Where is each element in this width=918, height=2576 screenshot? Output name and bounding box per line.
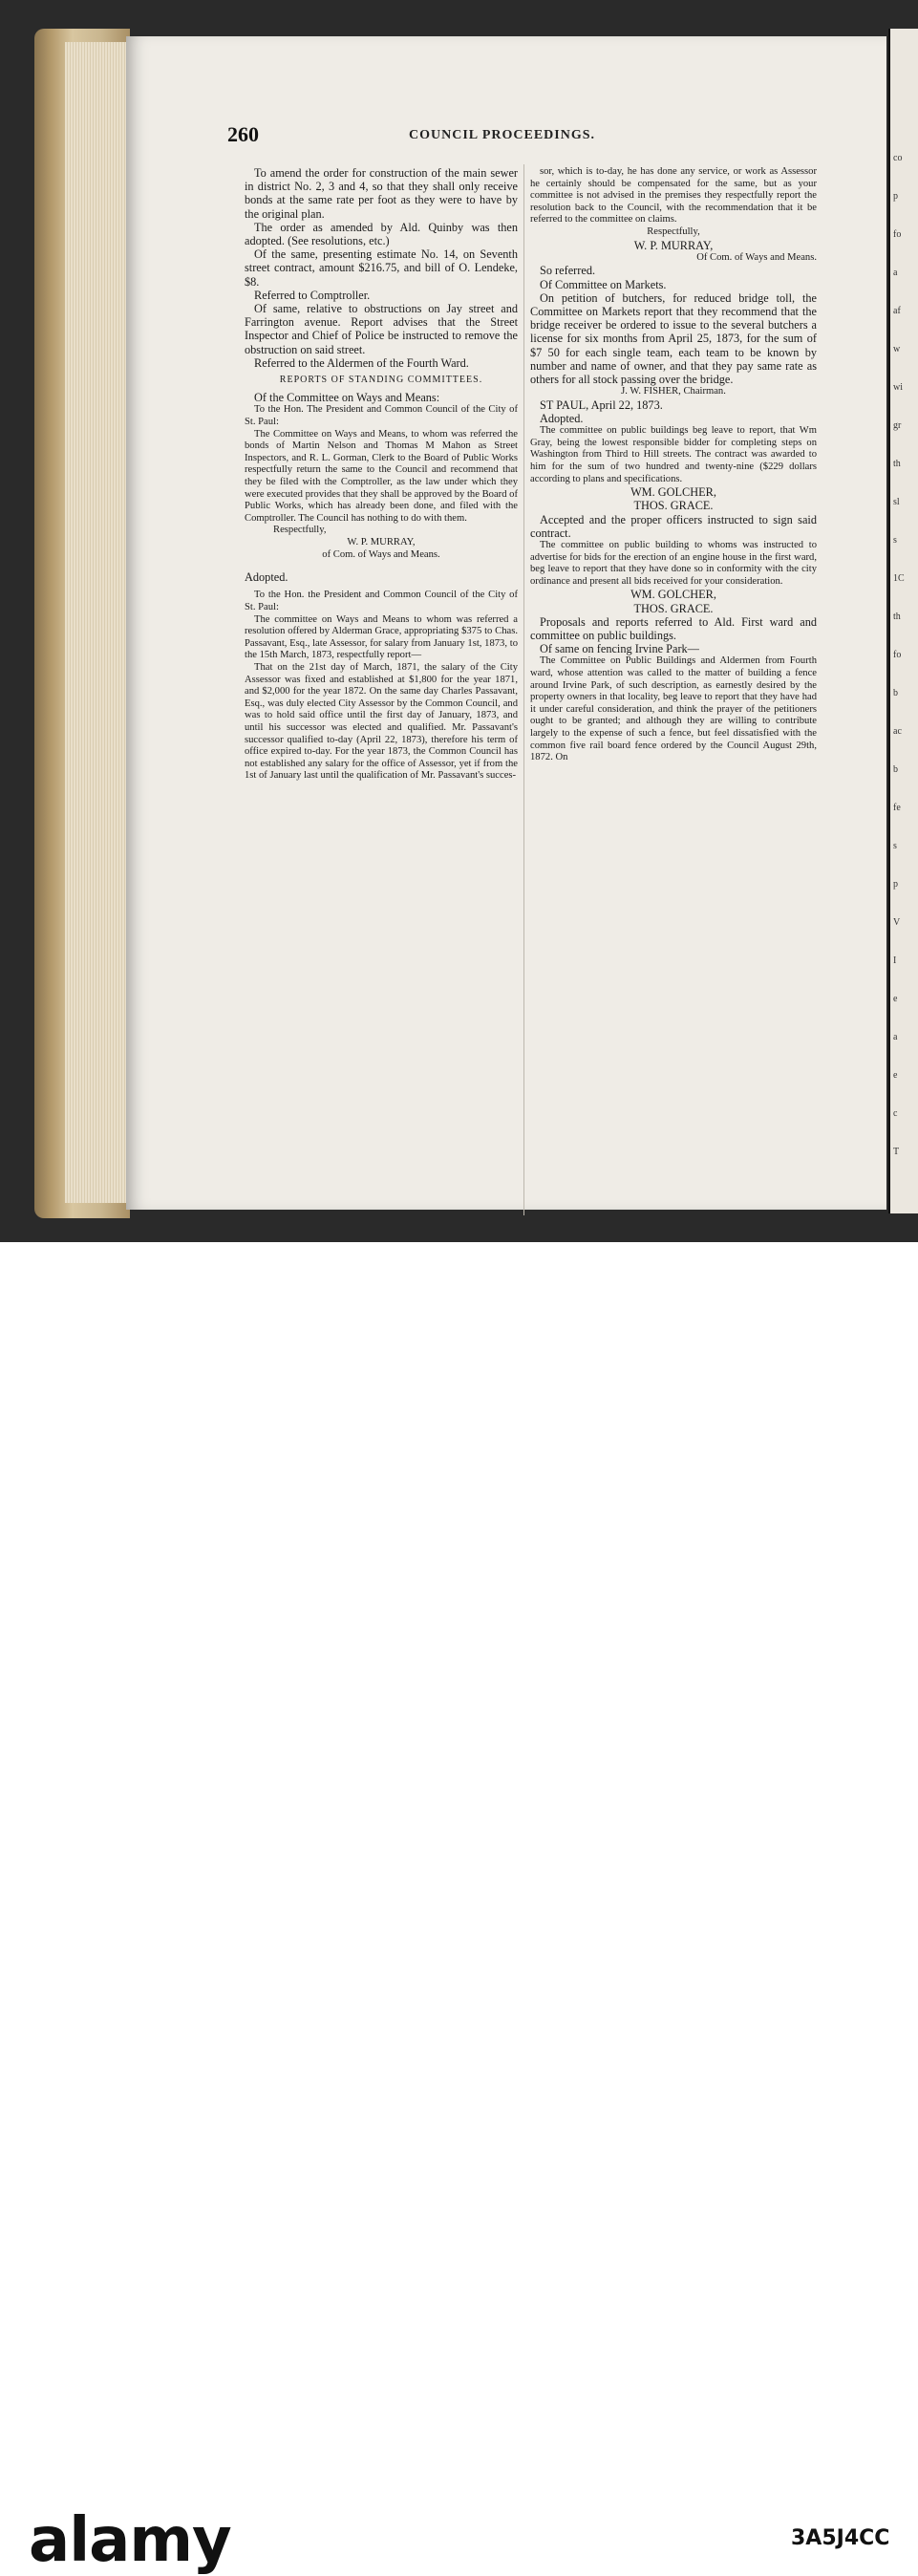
paragraph: The Committee on Public Buildings and Aldermen from Fourth ward, whose attention was called to the matter of building a fence around Irvine Park, of such description, as earnestly desired by the property owners in that locality, beg leave to report that they have had it under careful consideration, and think the prayer of the petitioners ought to be granted; and although they are willing to contribute largely to the expense of such a fence, but feel dissatisfied with the common five rail board fence ordered by the Council August 29th, 1872. On (530, 655, 817, 763)
paragraph: The committee on public building to whoms was instructed to advertise for bids for the erection of an engine house in the first ward, beg leave to report that they have done so in conformity with the city ordinance and present all bids received for your consideration. (530, 539, 817, 587)
paragraph: THOS. GRACE. (633, 601, 714, 615)
paragraph: Of the same, presenting estimate No. 14, on Seventh street contract, amount $216.75, and bill of O. Lendeke, $8. (245, 247, 518, 289)
paragraph: WM. GOLCHER, (630, 588, 716, 602)
paragraph: Respectfully, (273, 525, 327, 536)
paragraph: ST PAUL, April 22, 1873. (540, 397, 663, 412)
next-page-text: T (893, 1147, 900, 1157)
next-page-text: sl (893, 497, 900, 507)
paragraph: J. W. FISHER, Chairman. (621, 386, 726, 397)
paragraph: sor, which is to-day, he has done any service, or work as Assessor he certainly should be compensated for the same, but as your committee is not advised in the premises they respectfully report the resolution back to the Council, with the recommendation that it be referred to the committee on claims. (530, 166, 817, 225)
paragraph: W. P. MURRAY, (347, 536, 416, 547)
next-page-text: e (893, 994, 898, 1004)
next-page-text: b (893, 688, 898, 698)
paragraph: Of same, relative to obstructions on Jay street and Farrington avenue. Report advises that the Street Inspector and Chief of Police be instructed to remove the obstruction on said street. (245, 302, 518, 356)
watermark-bar (0, 1242, 918, 2576)
next-page-text: th (893, 612, 901, 622)
paragraph: To amend the order for construction of the main sewer in district No. 2, 3 and 4, so that they shall only receive bonds at the same rate per foot as they were to have by the original plan. (245, 166, 518, 221)
next-page-text: w (893, 344, 901, 354)
paragraph: of Com. of Ways and Means. (322, 548, 440, 560)
next-page-text: p (893, 879, 898, 890)
next-page-text: a (893, 1032, 898, 1042)
left-column (245, 166, 518, 783)
paragraph: REPORTS OF STANDING COMMITTEES. (279, 375, 483, 386)
page-stack-edges (65, 42, 128, 1203)
paragraph: That on the 21st day of March, 1871, the salary of the City Assessor was fixed and established at $1,800 for the year 1871, and $2,000 for the year 1872. On the same day Charles Passavant, Esq., was duly elected City Assessor by the Common Council, and was to hold said office until the first day of January, 1873, and until his successor was elected and qualified. Mr. Passavant's successor qualified to-day (April 22, 1873), therefore his term of office expired to-day. For the year 1873, the Common Council has not established any salary for the office of Assessor, yet if from the 1st of January last until the qualification of Mr. Passavant's succes- (245, 661, 518, 782)
next-page-text: 1C (893, 573, 905, 584)
paragraph: The order as amended by Ald. Quinby was then adopted. (See resolutions, etc.) (245, 220, 518, 248)
paragraph: Accepted and the proper officers instructed to sign said contract. (530, 512, 817, 540)
scan-background (0, 0, 918, 1242)
paragraph: Of same on fencing Irvine Park— (540, 642, 699, 656)
next-page-text: e (893, 1070, 898, 1081)
next-page-text: c (893, 1108, 898, 1119)
next-page-text: af (893, 306, 901, 316)
page-header (227, 122, 676, 151)
paragraph: Of the Committee on Ways and Means: (254, 391, 440, 405)
next-page-text: p (893, 191, 898, 202)
paragraph: Referred to Comptroller. (254, 288, 371, 302)
next-page-text: gr (893, 420, 902, 431)
paragraph: Referred to the Aldermen of the Fourth Ward. (254, 355, 469, 370)
paragraph: The committee on public buildings beg leave to report, that Wm Gray, being the lowest responsible bidder for completing steps on Washington from Third to Hill streets. The contract was awarded to him for the sum of two hundred and twenty-nine ($229 dollars according to plans and specifications. (530, 425, 817, 484)
next-page-text: I (893, 955, 897, 966)
paragraph: On petition of butchers, for reduced bridge toll, the Committee on Markets report that they recommend that the bridge receiver be ordered to issue to the several butchers a license for six months from April 25, 1873, for the sum of $7 50 for each single team, each team to be known by number and name of owner, and that they pay same rate as others for all stock passing over the bridge. (530, 290, 817, 386)
next-page-text: fo (893, 229, 902, 240)
paragraph: W. P. MURRAY, (633, 238, 714, 252)
next-page-text: fo (893, 650, 902, 660)
paragraph: Of Com. of Ways and Means. (696, 251, 817, 263)
next-page-text: s (893, 535, 897, 546)
next-page-fragment (888, 29, 918, 1213)
next-page-text: ac (893, 726, 902, 737)
paragraph: So referred. (540, 264, 596, 278)
next-page-text: s (893, 841, 897, 851)
paragraph: Adopted. (540, 411, 584, 425)
next-page-text: co (893, 153, 903, 163)
paragraph: Adopted. (245, 570, 288, 585)
paragraph: WM. GOLCHER, (630, 485, 716, 500)
next-page-text: V (893, 917, 901, 928)
paragraph: Of Committee on Markets. (540, 277, 667, 291)
running-title: COUNCIL PROCEEDINGS. (409, 128, 596, 142)
paragraph: To the Hon. The President and Common Council of the City of St. Paul: (245, 404, 518, 428)
right-column (530, 166, 817, 764)
paragraph: Respectfully, (647, 225, 700, 237)
next-page-text: fe (893, 803, 901, 813)
column-divider (523, 164, 524, 1215)
next-page-text: th (893, 459, 901, 469)
next-page-text: b (893, 764, 898, 775)
paragraph: Proposals and reports referred to Ald. First ward and committee on public buildings. (530, 614, 817, 642)
paragraph: To the Hon. the President and Common Council of the City of St. Paul: (245, 590, 518, 612)
watermark-logo: alamy (29, 2505, 231, 2576)
paragraph: The Committee on Ways and Means, to whom was referred the bonds of Martin Nelson and Thomas M Mahon as Street Inspectors, and R. L. Gorman, Clerk to the Board of Public Works respectfully return the same to the Council and recommend that they be filed with the Comptroller, as the law under which they were executed provides that they shall be approved by the Board of Public Works, which has already been done, and filed with the Comptroller. The Council has nothing to do with them. (245, 428, 518, 524)
paragraph: THOS. GRACE. (633, 499, 714, 513)
next-page-text: wi (893, 382, 903, 393)
page-number: 260 (227, 122, 259, 146)
next-page-text: a (893, 268, 898, 278)
paragraph: The committee on Ways and Means to whom was referred a resolution offered by Alderman Grace, appropriating $375 to Chas. Passavant, Esq., late Assessor, for salary from January 1st, 1873, to the 15th March, 1873, respectfully report— (245, 613, 518, 661)
stock-image-id: 3A5J4CC (791, 2526, 890, 2550)
